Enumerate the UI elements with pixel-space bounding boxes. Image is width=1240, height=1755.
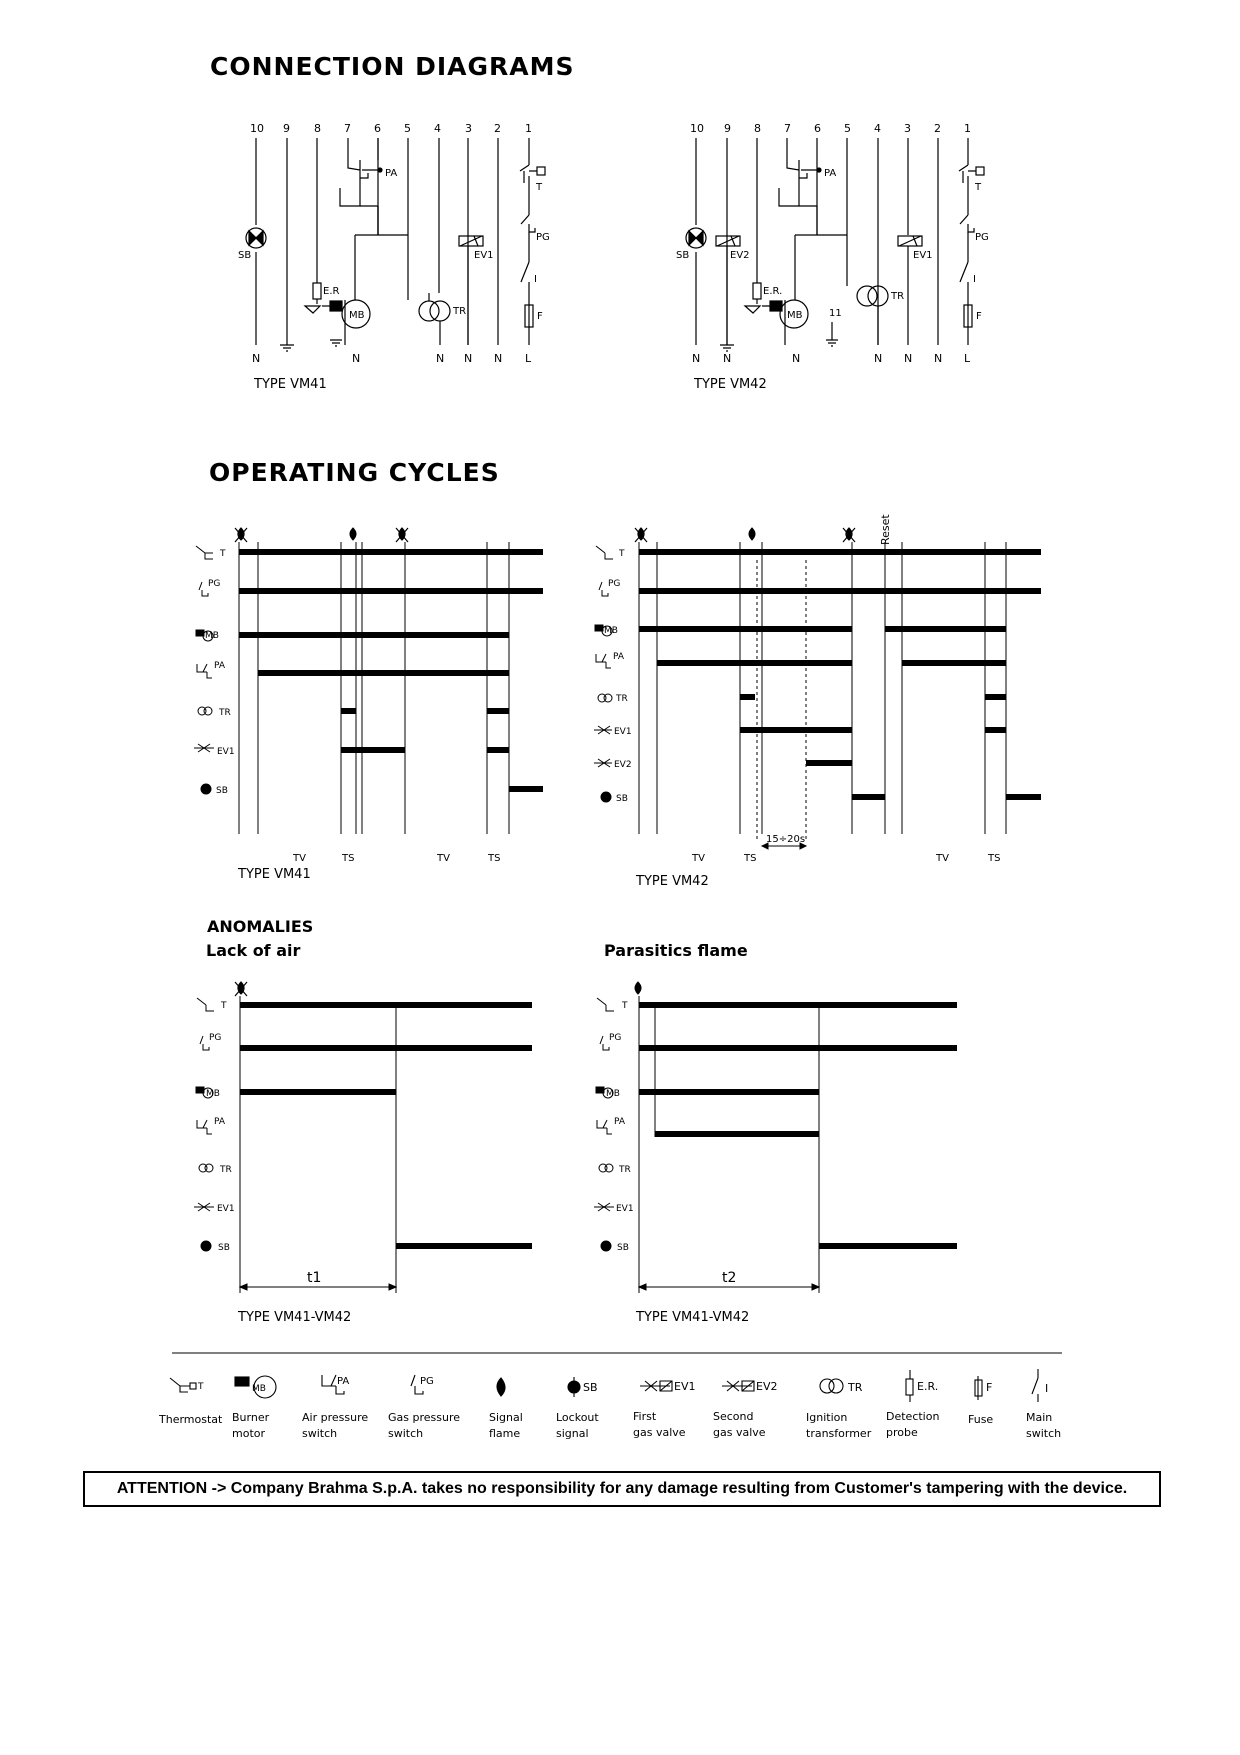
vm42-bar-pa-1 [657,660,852,666]
legend-code: PG [420,1376,434,1387]
vm41-row-label: EV1 [217,747,235,757]
vm42-bar-pa-2 [902,660,1006,666]
vm42-interval-label: 15÷20s [766,834,806,845]
t1-label: t1 [307,1270,322,1286]
vm42-bottom-label: L [964,352,971,365]
vm41-terminal: 3 [465,122,472,135]
thermostat-icon [597,998,614,1011]
legend-caption: gas valve [633,1426,686,1439]
vm42-terminal: 4 [874,122,881,135]
first-gas-valve-icon [194,744,214,752]
vm41-er-label: E.R [323,286,340,297]
vm42-bottom-label: N [792,352,801,365]
no-flame-icon [235,528,247,542]
vm42-bar-tr-1 [740,694,755,700]
anomaly-left-bar-mb [240,1089,396,1095]
vm41-terminal: 4 [434,122,441,135]
vm41-bar-mb [239,632,509,638]
gas-pressure-switch-icon [599,582,608,596]
legend-code: I [1045,1382,1049,1395]
anomaly-right-bar-pa [655,1131,819,1137]
legend-caption: switch [302,1427,338,1440]
legend-code: EV2 [756,1380,778,1393]
vm42-cycle-type-label: TYPE VM42 [636,874,709,889]
legend-code: E.R. [917,1380,939,1393]
vm42-terminal: 7 [784,122,791,135]
legend [170,1369,1038,1402]
anomaly-right-bar-sb [819,1243,957,1249]
legend-code: MB [252,1384,266,1394]
vm42-er-label: E.R. [763,286,783,297]
anomaly-left-row-label: MB [206,1089,220,1099]
lockout-lamp-icon [201,1241,211,1251]
gas-pressure-switch-icon [199,582,208,596]
legend-caption: Gas pressure [388,1411,461,1424]
vm41-time-labels [292,853,500,864]
legend-caption: transformer [806,1427,872,1440]
legend-code: EV1 [674,1380,696,1393]
vm41-ev1-label: EV1 [474,250,494,261]
vm41-flame-marks [235,528,408,542]
legend-caption: switch [388,1427,424,1440]
thermostat-icon [196,546,213,559]
gas-pressure-switch-icon [600,1036,609,1050]
legend-caption: Second [713,1410,754,1423]
gas-pressure-switch-icon [200,1036,209,1050]
vm42-time-label: TS [744,853,757,864]
anomaly-right-row-label: TR [619,1165,631,1175]
legend-flame-icon [497,1378,505,1396]
vm41-f-label: F [537,311,543,322]
anomaly-right-bar-t [639,1002,957,1008]
legend-first-gas-valve-icon [640,1381,672,1391]
attention-notice: ATTENTION -> Company Brahma S.p.A. takes no responsibility for any damage resulting from Customer's tampering with the device. [83,1471,1161,1507]
vm41-bar-pg [239,588,543,594]
parasitic-flame-heading: Parasitics flame [604,941,748,960]
vm41-pg-label: PG [536,232,550,243]
vm42-bar-pg [639,588,1041,594]
legend-code: PA [337,1376,350,1387]
second-gas-valve-icon [594,759,612,767]
vm42-mb-label: MB [787,310,803,321]
legend-caption: Fuse [968,1413,994,1426]
vm41-tr-label: TR [453,306,467,317]
vm42-bar-sb-2 [1006,794,1041,800]
vm41-time-label: TV [437,853,450,864]
vm41-time-label: TV [293,853,306,864]
vm42-row-label: T [619,549,625,559]
legend-code: T [198,1382,204,1392]
anomaly-left-type-label: TYPE VM41-VM42 [238,1310,352,1325]
legend-caption: First [633,1410,657,1423]
vm42-row-label: EV2 [614,760,632,770]
vm41-t-label: T [536,182,543,193]
vm42-terminal: 1 [964,122,971,135]
anomaly-right-row-label: PA [614,1117,626,1127]
vm42-bar-ev2 [806,760,852,766]
thermostat-icon [596,546,613,559]
vm42-bottom-label: N [692,352,701,365]
legend-caption: gas valve [713,1426,766,1439]
no-flame-icon [235,982,247,996]
legend-caption: switch [1026,1427,1062,1440]
connection-diagram-vm42 [676,122,989,392]
vm41-row-label: T [220,549,226,559]
vm41-bottom-label: N [436,352,445,365]
anomaly-right-bar-mb [639,1089,819,1095]
vm41-pa-label: PA [385,168,398,179]
legend-caption: probe [886,1426,918,1439]
legend-burner-motor-icon [235,1377,249,1386]
legend-caption: Detection [886,1410,940,1423]
legend-caption: Signal [489,1411,523,1424]
anomaly-right-row-label: SB [617,1243,629,1253]
first-gas-valve-icon [594,726,612,734]
vm41-bottom-label: L [525,352,532,365]
vm41-bottom-labels [252,352,532,365]
anomaly-left-bar-pg [240,1045,532,1051]
legend-caption: signal [556,1427,589,1440]
vm41-bottom-label: N [464,352,473,365]
vm42-bar-sb-1 [852,794,885,800]
legend-caption: Ignition [806,1411,848,1424]
vm41-time-label: TS [342,853,355,864]
first-gas-valve-icon [594,1203,614,1211]
vm41-terminal: 1 [525,122,532,135]
vm42-bar-ev1-1 [740,727,852,733]
vm42-terminal: 8 [754,122,761,135]
vm41-bar-pa [258,670,509,676]
operating-cycle-vm41 [194,528,543,882]
vm42-bottom-label: N [934,352,943,365]
vm42-row-label: EV1 [614,727,632,737]
vm41-row-labels [205,549,235,796]
vm42-terminal: 10 [690,122,704,135]
vm42-bottom-label: N [874,352,883,365]
vm41-sb-label: SB [238,250,252,261]
air-pressure-switch-icon [197,664,212,678]
vm42-type-label: TYPE VM42 [694,377,767,392]
anomaly-left-row-label: TR [220,1165,232,1175]
vm41-terminal: 5 [404,122,411,135]
vm42-terminal-numbers [690,122,971,135]
vm41-terminal: 6 [374,122,381,135]
vm42-row-label: SB [616,794,628,804]
t2-label: t2 [722,1270,737,1286]
vm42-tr-label: TR [891,291,905,302]
vm42-pg-label: PG [975,232,989,243]
connection-diagrams-heading: CONNECTION DIAGRAMS [210,52,575,81]
legend-code: TR [848,1381,863,1394]
vm41-terminal-numbers [250,122,532,135]
vm41-bar-tr-1 [341,708,356,714]
no-flame-icon [396,528,408,542]
legend-caption: flame [489,1427,521,1440]
vm42-i-label: I [973,274,976,285]
vm41-bar-ev1-1 [341,747,405,753]
vm41-time-label: TS [488,853,501,864]
connection-diagram-vm41 [238,122,550,392]
vm41-bar-ev1-2 [487,747,509,753]
vm42-row-label: TR [616,694,628,704]
lockout-lamp-icon [601,1241,611,1251]
vm41-row-label: MB [205,631,219,641]
anomaly-left-bar-t [240,1002,532,1008]
legend-second-gas-valve-icon [722,1381,754,1391]
vm42-terminal: 9 [724,122,731,135]
anomaly-right-row-labels [606,1001,634,1253]
vm42-ev2-label: EV2 [730,250,750,261]
thermostat-icon [197,998,214,1011]
vm41-type-label: TYPE VM41 [254,377,327,392]
legend-caption: Main [1026,1411,1053,1424]
vm41-bottom-label: N [494,352,503,365]
vm41-terminal: 10 [250,122,264,135]
vm42-sb-label: SB [676,250,690,261]
anomalies-heading: ANOMALIES [207,917,314,936]
vm41-row-label: SB [216,786,228,796]
vm42-row-label: MB [604,626,618,636]
anomaly-left-row-labels [206,1001,235,1253]
lockout-lamp-icon [601,792,611,802]
vm42-row-label: PA [613,652,625,662]
operating-cycles-heading: OPERATING CYCLES [209,458,500,487]
vm42-time-labels [691,853,1000,864]
no-flame-icon [843,528,855,542]
vm42-bar-mb-2 [885,626,1006,632]
vm42-pa-label: PA [824,168,837,179]
vm42-bar-ev1-2 [985,727,1006,733]
anomaly-left-bar-sb [396,1243,532,1249]
vm42-time-label: TV [936,853,949,864]
vm41-cycle-type-label: TYPE VM41 [238,867,311,882]
air-pressure-switch-icon [597,1120,612,1134]
anomaly-right-row-label: EV1 [616,1204,634,1214]
air-pressure-switch-icon [596,654,611,668]
vm42-bottom-label: N [723,352,732,365]
vm42-f-label: F [976,311,982,322]
vm41-mb-label: MB [349,310,365,321]
vm41-bar-tr-2 [487,708,509,714]
anomaly-left-row-label: EV1 [217,1204,235,1214]
anomaly-right-row-label: PG [609,1033,622,1043]
legend-caption: Lockout [556,1411,599,1424]
vm41-terminal: 8 [314,122,321,135]
lockout-lamp-icon [201,784,211,794]
anomaly-left-row-label: SB [218,1243,230,1253]
vm41-i-label: I [534,274,537,285]
vm42-terminal: 5 [844,122,851,135]
vm42-bar-t [639,549,1041,555]
vm42-time-label: TV [692,853,705,864]
legend-caption: Thermostat [159,1413,223,1426]
flame-icon [749,528,755,540]
anomaly-right-row-label: T [622,1001,628,1011]
vm41-row-label: PG [208,579,221,589]
first-gas-valve-icon [194,1203,214,1211]
lack-of-air-heading: Lack of air [206,941,301,960]
vm42-bottom-labels [692,352,971,365]
legend-caption: Burner [232,1411,270,1424]
vm41-terminal: 9 [283,122,290,135]
vm42-ev1-label: EV1 [913,250,933,261]
vm42-terminal: 2 [934,122,941,135]
operating-cycle-vm42 [594,514,1041,889]
vm42-row-label: PG [608,579,621,589]
flame-icon [350,528,356,540]
anomaly-lack-of-air [194,982,532,1325]
anomaly-left-row-label: T [221,1001,227,1011]
vm41-row-label: PA [214,661,226,671]
legend-code: SB [583,1381,598,1394]
vm42-bar-mb-1 [639,626,852,632]
vm41-row-label: TR [219,708,231,718]
legend-detection-probe-icon [906,1379,913,1395]
legend-main-switch-icon [1032,1369,1038,1402]
flame-icon [635,982,641,994]
legend-caption: Air pressure [302,1411,369,1424]
vm42-bar-tr-2 [985,694,1006,700]
legend-captions [158,1410,1061,1440]
vm41-bottom-label: N [352,352,361,365]
vm42-reset-label: Reset [879,514,892,545]
anomaly-parasitic-flame [594,982,957,1325]
vm42-terminal-11: 11 [829,308,842,319]
vm42-bottom-label: N [904,352,913,365]
legend-code: F [986,1381,993,1394]
vm42-time-label: TS [988,853,1001,864]
vm42-terminal: 6 [814,122,821,135]
anomaly-left-row-label: PA [214,1117,226,1127]
vm41-terminal: 7 [344,122,351,135]
vm41-bottom-label: N [252,352,261,365]
vm41-bar-t [239,549,543,555]
anomaly-left-row-label: PG [209,1033,222,1043]
anomaly-right-type-label: TYPE VM41-VM42 [636,1310,750,1325]
no-flame-icon [635,528,647,542]
air-pressure-switch-icon [197,1120,212,1134]
anomaly-right-row-label: MB [606,1089,620,1099]
vm41-terminal: 2 [494,122,501,135]
vm42-t-label: T [975,182,982,193]
legend-thermostat-icon [170,1378,190,1392]
legend-caption: motor [232,1427,266,1440]
vm42-terminal: 3 [904,122,911,135]
vm41-bar-sb [509,786,543,792]
legend-transformer-icon [820,1379,834,1393]
anomaly-right-bar-pg [639,1045,957,1051]
